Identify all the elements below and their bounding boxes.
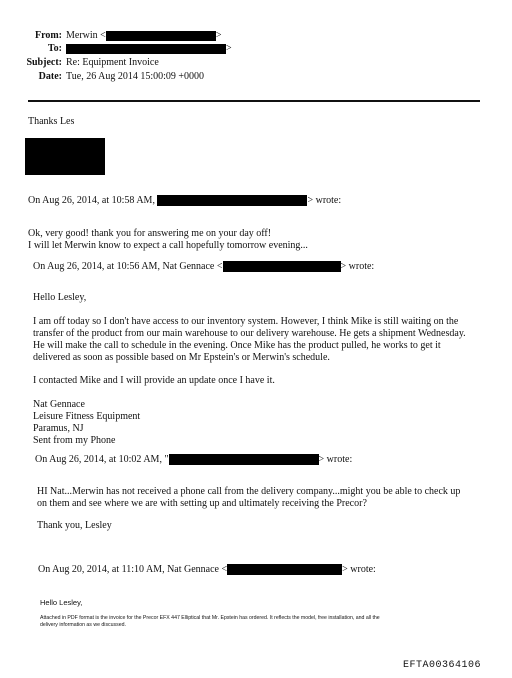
redaction-box (223, 261, 341, 272)
from-value: Merwin < (66, 30, 106, 41)
subject-value: Re: Equipment Invoice (66, 57, 159, 68)
quote1-suffix: > wrote: (307, 195, 342, 206)
quote3-suffix: > wrote: (318, 454, 353, 465)
quote2-para1-line2: transfer of the product from our main warehouse to our delivery warehouse. He gets a shipment Wednesday. (33, 328, 466, 339)
quote2-header (33, 261, 374, 273)
quote2-prefix: On Aug 26, 2014, at 10:56 AM, Nat Gennace < (33, 261, 223, 272)
quote3-line2: on them and see where we are with setting up and ultimately receiving the Precor? (37, 498, 367, 509)
to-close: > (226, 43, 232, 54)
signature-device: Sent from my Phone (33, 435, 116, 446)
quote3-header (35, 454, 352, 466)
quote4-header (38, 564, 376, 576)
quote1-header (28, 195, 341, 207)
signature-location: Paramus, NJ (33, 423, 84, 434)
quote3-line1: HI Nat...Merwin has not received a phone call from the delivery company...might you be able to check up (37, 486, 461, 497)
quote1-prefix: On Aug 26, 2014, at 10:58 AM, (28, 195, 155, 206)
quote3-thanks: Thank you, Lesley (37, 520, 112, 531)
quote2-para1-line3: He will make the call to schedule in the evening. Once Mike has the product pulled, he works to get it (33, 340, 441, 351)
redaction-block (25, 138, 105, 175)
quote4-suffix: > wrote: (342, 564, 376, 575)
from-close: > (215, 30, 222, 41)
quote2-suffix: > wrote: (340, 261, 375, 272)
header-divider (28, 100, 480, 102)
to-label: To: (47, 43, 62, 54)
quote2-greeting: Hello Lesley, (33, 292, 87, 303)
quote1-line2: I will let Merwin know to expect a call hopefully tomorrow evening... (28, 240, 308, 251)
subject-line (0, 57, 159, 70)
redaction-box (157, 195, 307, 206)
quote4-line1: Attached in PDF format is the invoice for the Precor EFX 447 Elliptical that Mr. Epstein has ordered. It reflects the model, free installation, and all the (40, 615, 380, 621)
from-label: From: (34, 30, 62, 41)
thanks-line: Thanks Les (28, 116, 75, 127)
date-value: Tue, 26 Aug 2014 15:00:09 +0000 (66, 71, 205, 82)
quote2-para1-line1: I am off today so I don't have access to our inventory system. However, I think Mike is still waiting on the (33, 316, 459, 327)
bates-number: EFTA00364106 (403, 660, 482, 671)
quote4-greeting: Hello Lesley, (40, 598, 83, 607)
quote2-para2: I contacted Mike and I will provide an update once I have it. (33, 375, 275, 386)
date-line (0, 71, 204, 84)
redaction-box (66, 44, 226, 54)
to-line (0, 43, 232, 56)
redaction-box (169, 454, 319, 465)
quote4-line2: delivery information as we discussed. (40, 622, 126, 628)
redaction-box (227, 564, 342, 575)
signature-company: Leisure Fitness Equipment (33, 411, 141, 422)
redaction-box (106, 31, 216, 41)
quote1-line1: Ok, very good! thank you for answering me on your day off! (28, 228, 272, 239)
subject-label: Subject: (26, 57, 62, 68)
signature-name: Nat Gennace (33, 399, 85, 410)
quote4-prefix: On Aug 20, 2014, at 11:10 AM, Nat Gennace < (38, 564, 228, 575)
from-line (0, 30, 221, 43)
quote3-prefix: On Aug 26, 2014, at 10:02 AM, " (35, 454, 169, 465)
quote2-para1-line4: delivered as soon as possible based on Mr Epstein's or Merwin's schedule. (33, 352, 330, 363)
date-label: Date: (38, 71, 62, 82)
